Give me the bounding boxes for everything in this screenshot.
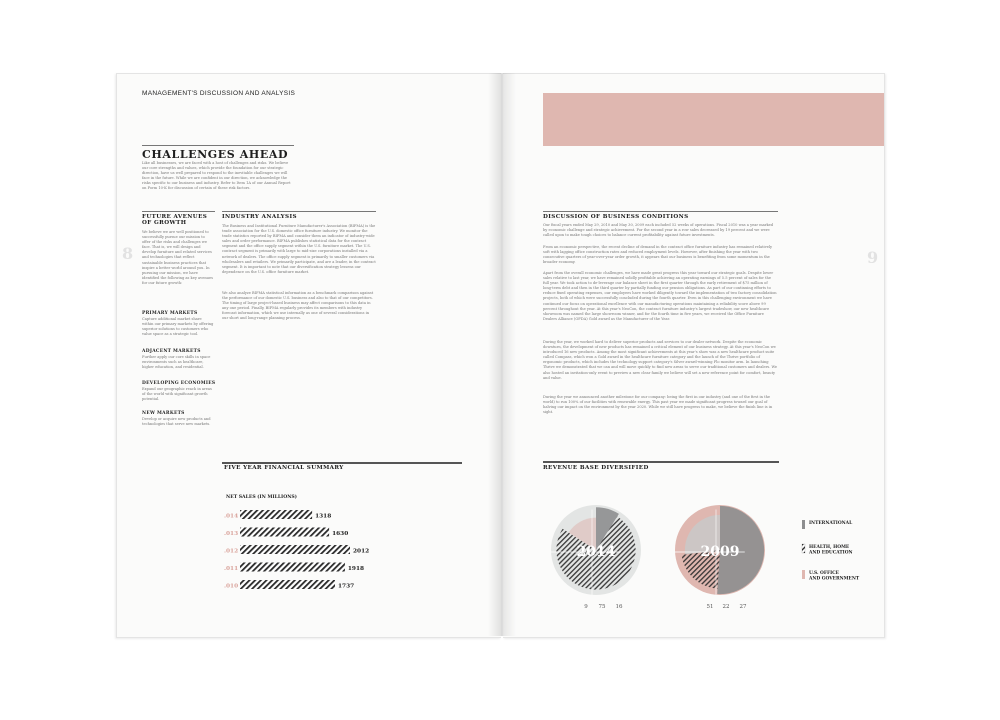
- pie-value-label: 9: [584, 604, 588, 610]
- pie-value-label: 51: [706, 604, 714, 610]
- legend-swatch: [802, 520, 805, 529]
- industry-paragraph-2: We also analyze BIFMA statistical information as a benchmark comparison against the performance of our domestic U.S. business and also to that of our competitors. The timing of large project-based business may affect comparisons to this data in any one period. Finally, BIFMA regularly provides its members with industry forecast information, which we use internally as one of several considerations in our short and long-range planning process.: [222, 291, 374, 321]
- legend-swatch: [802, 570, 805, 579]
- pie-value-label: 27: [739, 604, 747, 610]
- adjacent-markets-title: ADJACENT MARKETS: [142, 349, 201, 354]
- legend-label: INTERNATIONAL: [809, 521, 853, 526]
- legend-swatch: [802, 544, 805, 553]
- bar-category-label: .010: [224, 583, 239, 590]
- pie-value-label: 22: [722, 604, 730, 610]
- discussion-title: DISCUSSION OF BUSINESS CONDITIONS: [543, 214, 689, 220]
- bar-value-label: 1918: [347, 566, 365, 572]
- book-gutter: [488, 73, 516, 636]
- growth-top-rule: [142, 211, 215, 212]
- industry-title: INDUSTRY ANALYSIS: [222, 214, 297, 220]
- bar-category-label: .014: [224, 513, 239, 520]
- bar: [240, 528, 329, 537]
- pie-year-label: 2014: [576, 544, 616, 560]
- bar: [240, 563, 345, 572]
- financial-top-rule: [222, 462, 462, 464]
- bar-value-label: 2012: [353, 548, 370, 555]
- running-head: MANAGEMENT'S DISCUSSION AND ANALYSIS: [142, 90, 296, 97]
- net-sales-subtitle: NET SALES (IN MILLIONS): [226, 495, 297, 500]
- revenue-title: REVENUE BASE DIVERSIFIED: [543, 465, 649, 471]
- primary-markets-title: PRIMARY MARKETS: [142, 311, 198, 316]
- bar-value-label: 1737: [338, 583, 355, 590]
- discussion-paragraph-1: Our fiscal years ended May 29, 2010 and May 30, 2009 each included 52 weeks of operations. Fiscal 2010 was a year marked by economic challenge and strategic achievement. For the second year in a row sales decreased by 19 percent and we were called upon to make tough choices to balance current profitability against future investments.: [543, 223, 774, 238]
- discussion-paragraph-4: During the year, we worked hard to deliver superior products and services to our dealer network. Despite the economic downturn, the development of new products has remained a critical element of our business strategy. At this year's NeoCon we introduced 16 new products. Among the most significant achievements at this year's show was a new healthcare product suite called Compass, which won a Gold award in the healthcare furniture category and the launch of the Thrive portfolio of ergonomic products, which includes the technology support category's Silver award-winning Flo monitor arm. In launching Thrive we demonstrated that we can and will move quickly to find new areas to serve our traditional customers and dealers. We also hosted an invitation-only event to preview a new clear family we believe will set a new reference point for comfort, beauty and value.: [543, 340, 778, 380]
- bar-value-label: 1630: [332, 531, 349, 537]
- discussion-paragraph-3: Apart from the overall economic challenges, we have made great progress this year toward our strategic goals. Despite lower sales relative to last year, we have remained solidly profitable achieving an operating earnings of 5.5 percent of sales for the full year. We took action to de-leverage our balance sheet in the first quarter through the early retirement of $75 million of long-term debt and then in the third quarter by partially funding our pension obligations. As part of our continuing efforts to reduce fixed operating expenses, our employees have worked diligently toward the implementation of two factory consolidation projects, both of which were successfully concluded during the fourth quarter. Even in this challenging environment we have continued our focus on operational excellence with our manufacturing operations maintaining a reliability score above 99 percent throughout the year. At this year's NeoCon, the contract furniture industry's largest tradeshow, our new healthcare showroom was named the large showroom winner, and for the fourth time in five years, we received the Office Furniture Dealers Alliance (OFDA) Gold award as the Manufacturer of the Year.: [543, 271, 777, 321]
- primary-markets-body: Capture additional market share within our primary markets by offering superior solutions to customers who value space as a strategic tool.: [142, 317, 214, 337]
- bar: [240, 545, 350, 554]
- pie-year-label: 2009: [700, 544, 740, 560]
- page-number-left: 8: [122, 244, 134, 263]
- discussion-paragraph-5: During the year we announced another milestone for our company: being the first in our industry (and one of the first in the world) to run 100% of our facilities with renewable energy. This past year we made significant progress toward our goal of halving our impact on the environment by the year 2020. While we still have progress to make, we believe the finish line is in sight.: [543, 395, 773, 415]
- discussion-paragraph-2: From an economic perspective, the recent decline of demand in the contract office furniture industry has remained relatively soft with lagging office construction rates and reduced employment levels. However, after finishing the year with two consecutive quarters of year-over-year order growth, it appears that our business is benefiting from some momentum in the broader economy.: [543, 245, 773, 265]
- industry-top-rule: [222, 211, 376, 212]
- legend-label: HEALTH, HOME AND EDUCATION: [809, 545, 853, 556]
- bar: [240, 510, 312, 519]
- new-markets-title: NEW MARKETS: [142, 411, 185, 416]
- revenue-pie-charts: [530, 480, 880, 625]
- pie-value-label: 16: [615, 604, 623, 610]
- challenges-title: CHALLENGES AHEAD: [142, 148, 289, 161]
- bar: [240, 580, 335, 589]
- legend-label: U.S. OFFICE AND GOVERNMENT: [809, 571, 860, 582]
- net-sales-chart: [216, 488, 460, 598]
- growth-title: FUTURE AVENUES OF GROWTH: [142, 214, 208, 226]
- developing-economies-body: Expand our geographic reach in areas of the world with significant growth potential.: [142, 387, 212, 402]
- growth-intro: We believe we are well positioned to successfully pursue our mission to offer of the risks and challenges we face. That is, we will design and develop furniture and related services and technologies that reflect sustainable business practices that inspire a better world around you. In pursuing our mission, we have identified the following as key avenues for our future growth:: [142, 230, 213, 285]
- bar-value-label: 1318: [315, 513, 332, 520]
- pie-value-label: 75: [598, 604, 606, 610]
- bar-category-label: .012: [224, 548, 239, 555]
- challenges-top-rule: [142, 145, 294, 146]
- challenges-body: Like all businesses, we are faced with a host of challenges and risks. We believe our core strengths and values, which provide the foundation for our strategic direction, have us well prepared to respond to the inevitable challenges we will face in the future. While we are confident in our direction, we acknowledge the risks specific to our business and industry. Refer to Item 1A of our Annual Report on Form 10-K for discussion of certain of these risk factors.: [142, 161, 291, 191]
- new-markets-body: Develop or acquire new products and technologies that serve new markets.: [142, 417, 211, 427]
- developing-economies-title: DEVELOPING ECONOMIES: [142, 381, 216, 386]
- bar-category-label: .013: [224, 531, 239, 537]
- industry-paragraph-1: The Business and Institutional Furniture Manufacturer's Association (BIFMA) is the trade association for the U.S. domestic office furniture industry. We monitor the trade statistics reported by BIFMA and consider them an indicator of industry-wide sales and order performance. BIFMA publishes statistical data for the contract segment and the office supply segment within the U.S. furniture market. The U.S. contract segment is primarily with large to mid-size corporations installed via a network of dealers. The office supply segment is primarily to smaller customers via wholesalers and retailers. We primarily participate, and are a leader, in the contract segment. It is important to note that our diversification strategy lessens our dependence on the U.S. office furniture market.: [222, 224, 376, 274]
- accent-color-block: [543, 93, 884, 146]
- revenue-top-rule: [543, 461, 779, 463]
- page-number-right: 9: [867, 248, 879, 267]
- adjacent-markets-body: Further apply our core skills in space environments such as healthcare, higher education, and residential.: [142, 355, 211, 370]
- financial-title: FIVE YEAR FINANCIAL SUMMARY: [224, 465, 344, 471]
- discussion-top-rule: [543, 211, 778, 212]
- bar-category-label: .011: [224, 566, 239, 572]
